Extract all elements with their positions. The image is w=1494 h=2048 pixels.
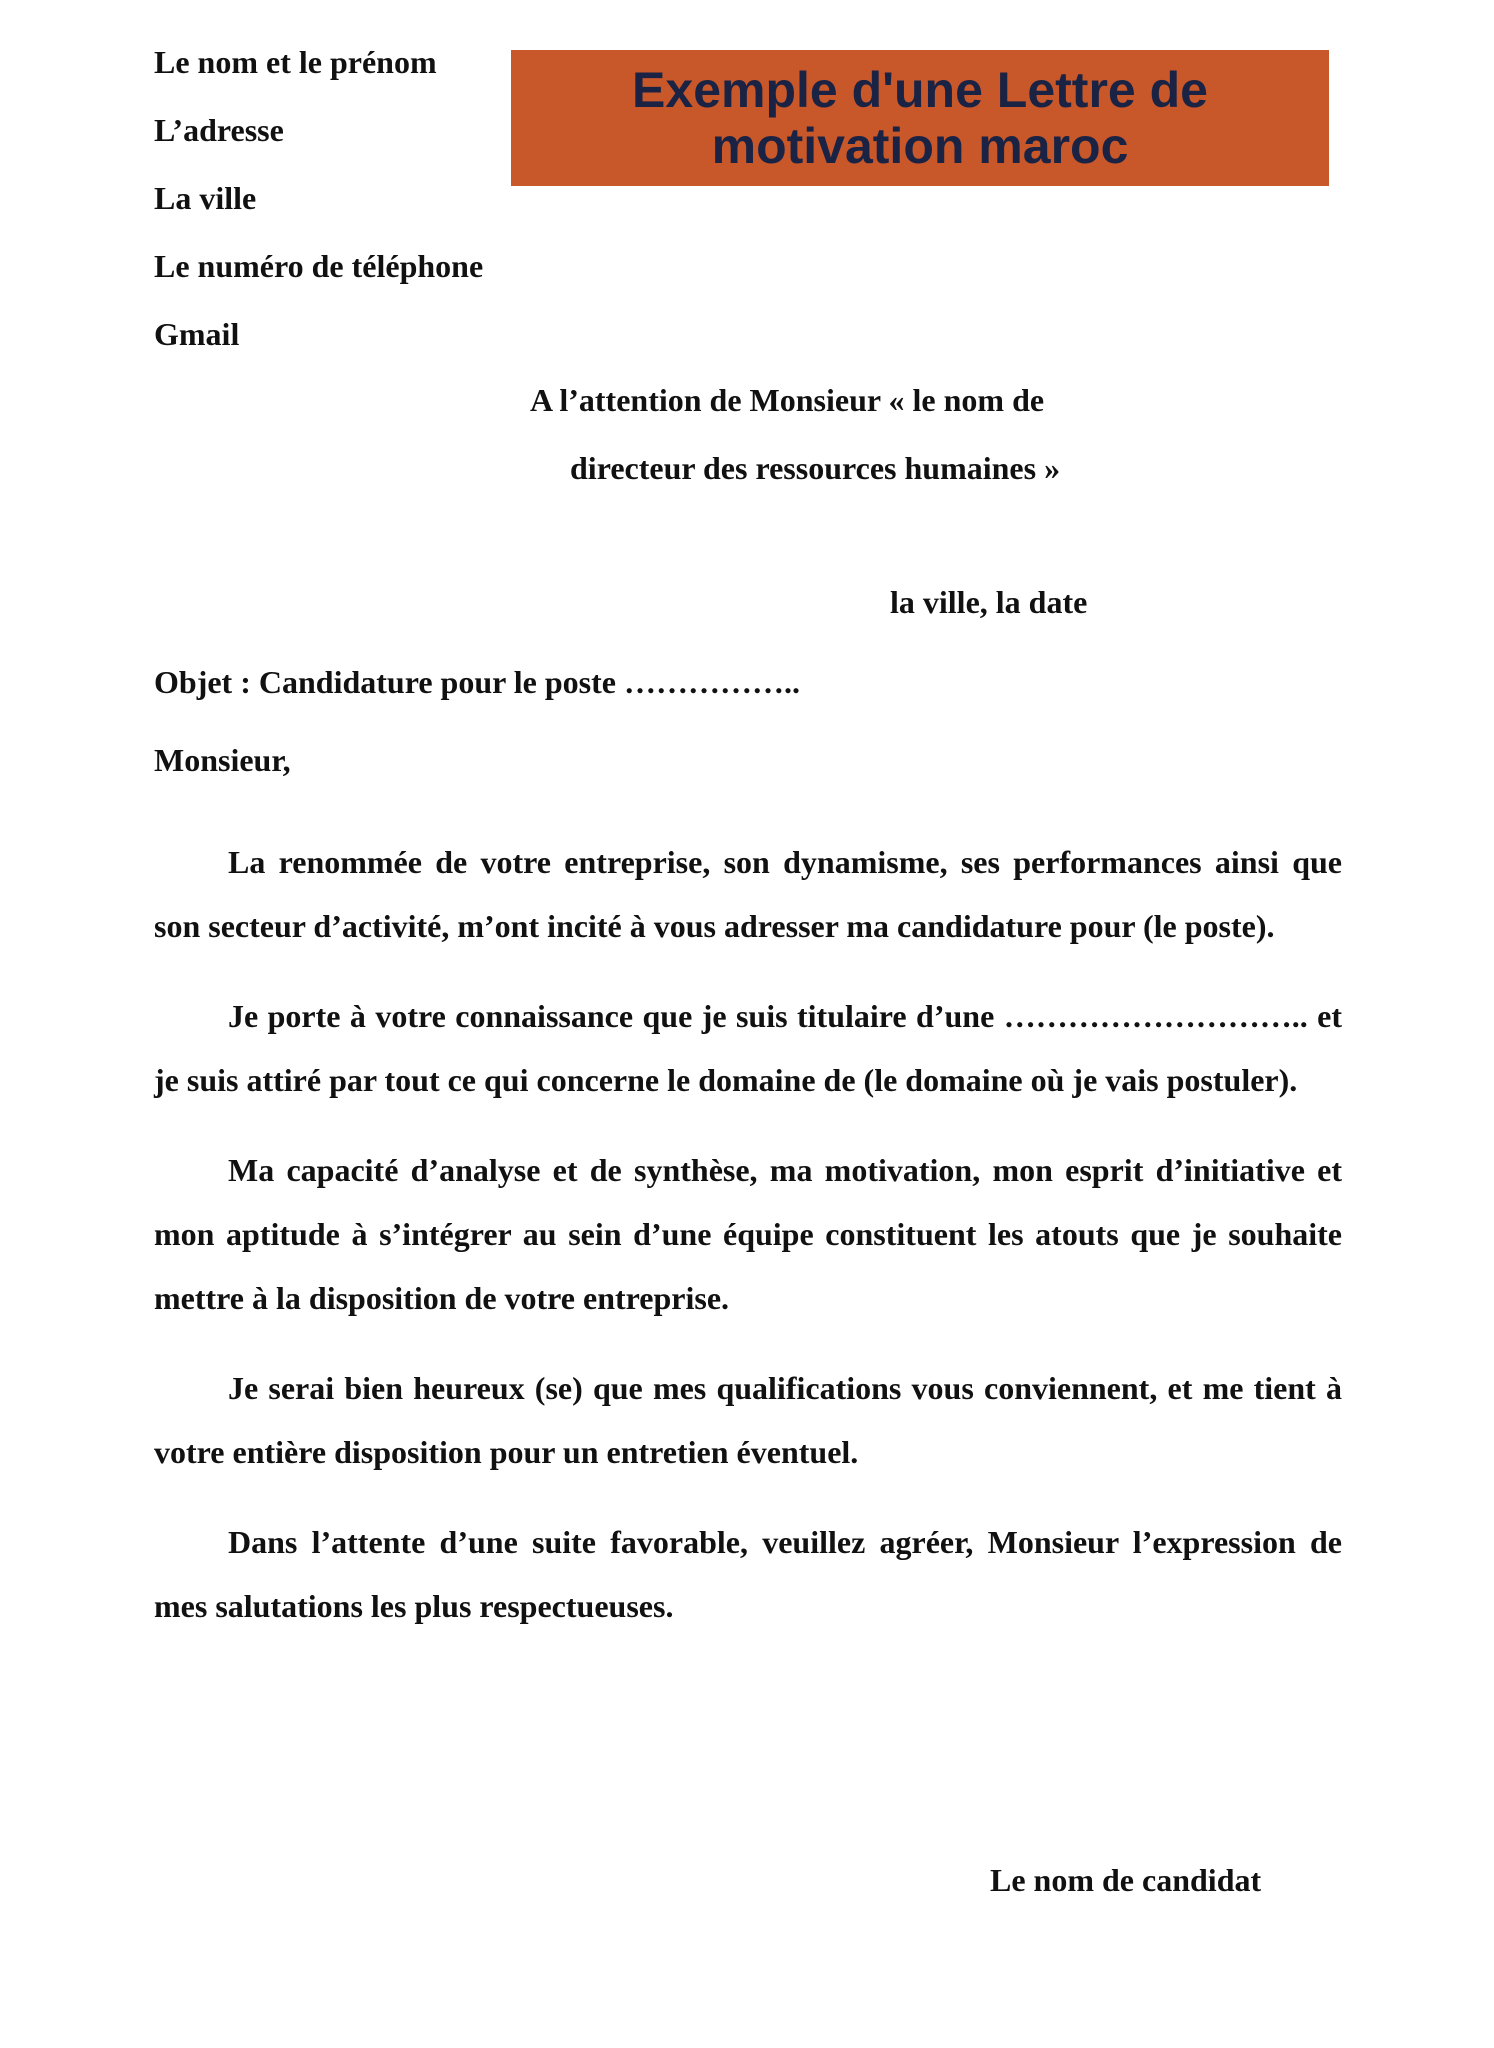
sender-city: La ville bbox=[154, 180, 257, 216]
banner-title: Exemple d'une Lettre de motivation maroc bbox=[632, 62, 1208, 174]
sender-phone: Le numéro de téléphone bbox=[154, 248, 484, 284]
signature: Le nom de candidat bbox=[990, 1862, 1262, 1898]
paragraph: Je serai bien heureux (se) que mes qualifications vous conviennent, et me tient à votre entière disposition pour un entretien éventuel. bbox=[154, 1370, 1342, 1470]
title-banner bbox=[511, 50, 1329, 186]
salutation: Monsieur, bbox=[154, 742, 291, 778]
sender-name: Le nom et le prénom bbox=[154, 44, 437, 80]
paragraph: Ma capacité d’analyse et de synthèse, ma motivation, mon esprit d’initiative et mon aptitude à s’intégrer au sein d’une équipe constituent les atouts que je souhaite mettre à la disposition de votre entreprise. bbox=[154, 1152, 1342, 1316]
sender-email: Gmail bbox=[154, 316, 240, 352]
paragraph: Dans l’attente d’une suite favorable, veuillez agréer, Monsieur l’expression de mes salutations les plus respectueuses. bbox=[154, 1524, 1342, 1624]
sender-block bbox=[154, 28, 483, 368]
recipient-line-1: A l’attention de Monsieur « le nom de bbox=[530, 382, 1045, 418]
sender-address: L’adresse bbox=[154, 112, 284, 148]
subject-line: Objet : Candidature pour le poste …………….. bbox=[154, 664, 800, 700]
letter-body bbox=[154, 830, 1342, 1664]
paragraph: La renommée de votre entreprise, son dynamisme, ses performances ainsi que son secteur d’activité, m’ont incité à vous adresser ma candidature pour (le poste). bbox=[154, 844, 1342, 944]
recipient-block bbox=[530, 366, 1130, 502]
recipient-line-2: directeur des ressources humaines » bbox=[570, 450, 1061, 486]
place-date: la ville, la date bbox=[890, 584, 1088, 620]
paragraph: Je porte à votre connaissance que je suis titulaire d’une ……………………….. et je suis attiré par tout ce qui concerne le domaine de (le domaine où je vais postuler). bbox=[154, 998, 1342, 1098]
